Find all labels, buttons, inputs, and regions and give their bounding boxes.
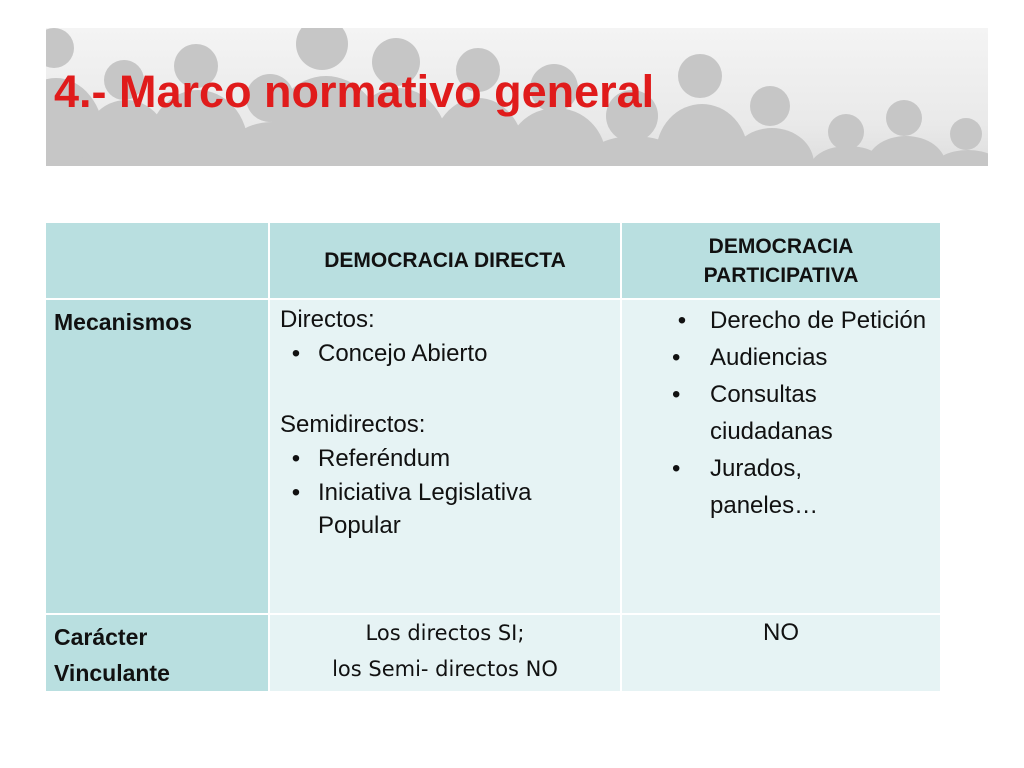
group-label-directos: Directos:: [280, 306, 375, 333]
table-header-row: [45, 222, 941, 299]
bullet-icon: •: [291, 479, 301, 506]
bullet-icon: •: [677, 307, 687, 334]
list-item-text: Referéndum: [318, 445, 451, 472]
list-item-text: Consultas ciudadanas: [710, 381, 833, 445]
list-directos: [280, 337, 620, 371]
row-label-caracter-vinculante: [45, 614, 269, 692]
group-label-semidirectos: Semidirectos:: [280, 411, 426, 438]
list-item: [672, 339, 932, 376]
header-democracia-directa: DEMOCRACIA DIRECTA: [269, 222, 621, 299]
list-item: [672, 302, 932, 339]
spacer: [280, 371, 620, 407]
bullet-icon: •: [672, 381, 681, 408]
slide-title: 4.- Marco normativo general: [54, 66, 655, 117]
cell-mecanismos-directa: [269, 299, 621, 614]
list-item-text: Iniciativa Legislativa Popular: [318, 479, 532, 539]
table-row-mecanismos: [45, 299, 941, 614]
list-semidirectos: [280, 442, 620, 543]
list-item: [280, 337, 620, 371]
list-item-text: Jurados, paneles…: [710, 455, 819, 519]
cell-mecanismos-participativa: [621, 299, 941, 614]
header-empty-cell: [45, 222, 269, 299]
header-democracia-participativa-text: DEMOCRACIA PARTICIPATIVA: [703, 234, 859, 287]
bullet-icon: •: [291, 340, 301, 367]
cell-vinculante-directa: [269, 614, 621, 692]
row-label-caracter-vinculante-text: Carácter Vinculante: [54, 624, 170, 686]
vinculante-directa-line-2: los Semi- directos NO: [332, 657, 558, 681]
bullet-icon: •: [291, 445, 301, 472]
cell-vinculante-participativa: NO: [621, 614, 941, 692]
table-row-caracter-vinculante: [45, 614, 941, 692]
list-item-text: Audiencias: [710, 344, 828, 371]
list-item: [672, 450, 932, 524]
comparison-table: [44, 221, 942, 693]
list-item: [280, 442, 620, 476]
bullet-icon: •: [672, 455, 681, 482]
list-item: [280, 476, 620, 543]
list-item-text: Concejo Abierto: [318, 340, 488, 367]
header-democracia-participativa: [621, 222, 941, 299]
row-label-mecanismos: Mecanismos: [45, 299, 269, 614]
list-item-text: Derecho de Petición: [710, 307, 927, 334]
vinculante-directa-line-1: Los directos SI;: [365, 621, 525, 645]
list-item: [672, 376, 932, 450]
list-participativa: [672, 302, 932, 524]
bullet-icon: •: [672, 344, 681, 371]
